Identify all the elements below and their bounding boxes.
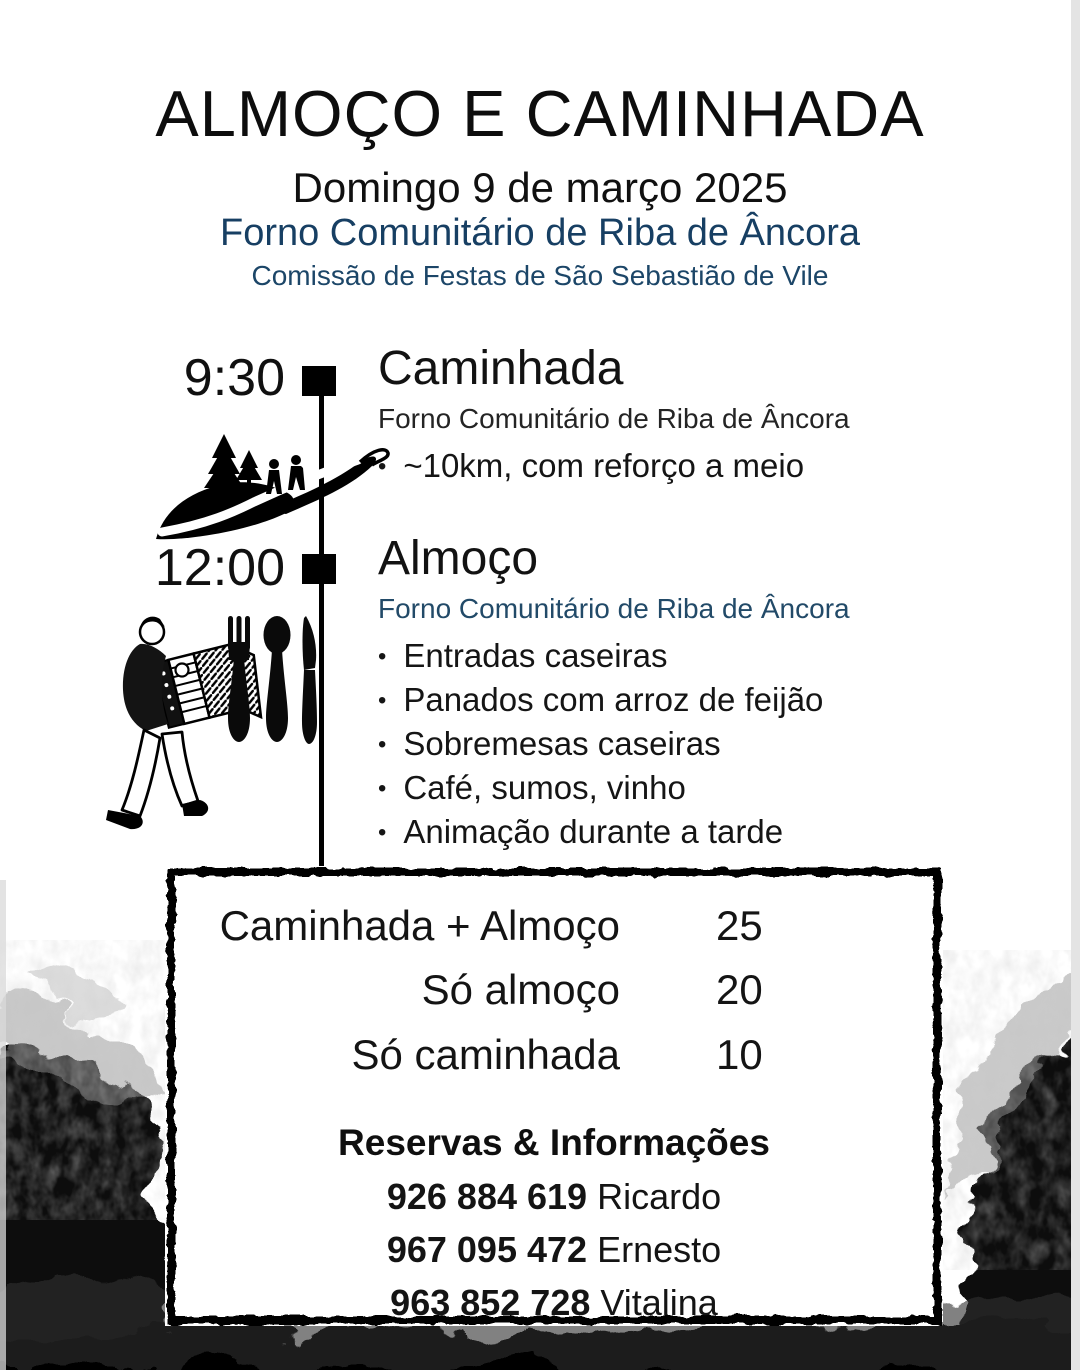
price-value: 10 [716,1031,763,1078]
event-title: Almoço [378,532,539,585]
contact-name: Ernesto [597,1229,722,1270]
contact-row [165,1176,943,1218]
event-bullet: • Entradas caseiras [378,636,938,680]
price-value: 25 [716,902,763,949]
event-bullet: • ~10km, com reforço a meio [378,446,938,490]
hiking-trail-icon [146,400,394,546]
event-bullet: • Sobremesas caseiras [378,724,938,768]
pricing-box [165,866,943,1326]
event-bullets [378,446,938,490]
price-value: 20 [716,966,763,1013]
timeline-marker-1 [302,366,336,396]
event-organizer: Comissão de Festas de São Sebastião de Vile [251,260,829,291]
price-row [195,1031,895,1079]
event-location: Forno Comunitário de Riba de Âncora [378,593,850,625]
page-edge-left [0,880,6,1370]
event-bullet: • Café, sumos, vinho [378,768,938,812]
event-bullet: • Animação durante a tarde [378,812,938,856]
event-date: Domingo 9 de março 2025 [292,164,788,211]
contact-name: Ricardo [597,1176,722,1217]
event-time-caminhada: 9:30 [183,349,285,407]
contact-row [165,1229,943,1271]
event-venue: Forno Comunitário de Riba de Âncora [219,212,860,254]
cutlery-icon [220,616,322,750]
price-label: Só almoço [421,966,620,1013]
event-bullets [378,636,938,856]
page-edge-right [1071,0,1080,1370]
timeline-event-almoco [378,534,938,856]
event-time-almoco: 12:00 [154,539,285,597]
contact-phone: 967 095 472 [386,1229,588,1270]
divider-line [223,1080,885,1102]
price-label: Só caminhada [351,1031,620,1078]
event-location: Forno Comunitário de Riba de Âncora [378,403,850,435]
contact-heading: Reservas & Informações [338,1122,770,1163]
timeline-marker-2 [302,554,336,584]
contact-row [165,1282,943,1324]
contact-phone: 926 884 619 [386,1176,588,1217]
page-title: ALMOÇO E CAMINHADA [155,77,925,150]
contact-section [165,1122,943,1324]
event-bullet: • Panados com arroz de feijão [378,680,938,724]
contact-name: Vitalina [600,1282,718,1323]
price-row [195,966,895,1014]
price-label: Caminhada + Almoço [219,902,620,949]
price-row [195,902,895,950]
contact-phone: 963 852 728 [390,1282,591,1323]
timeline-event-caminhada [378,344,938,490]
event-title: Caminhada [378,342,624,395]
